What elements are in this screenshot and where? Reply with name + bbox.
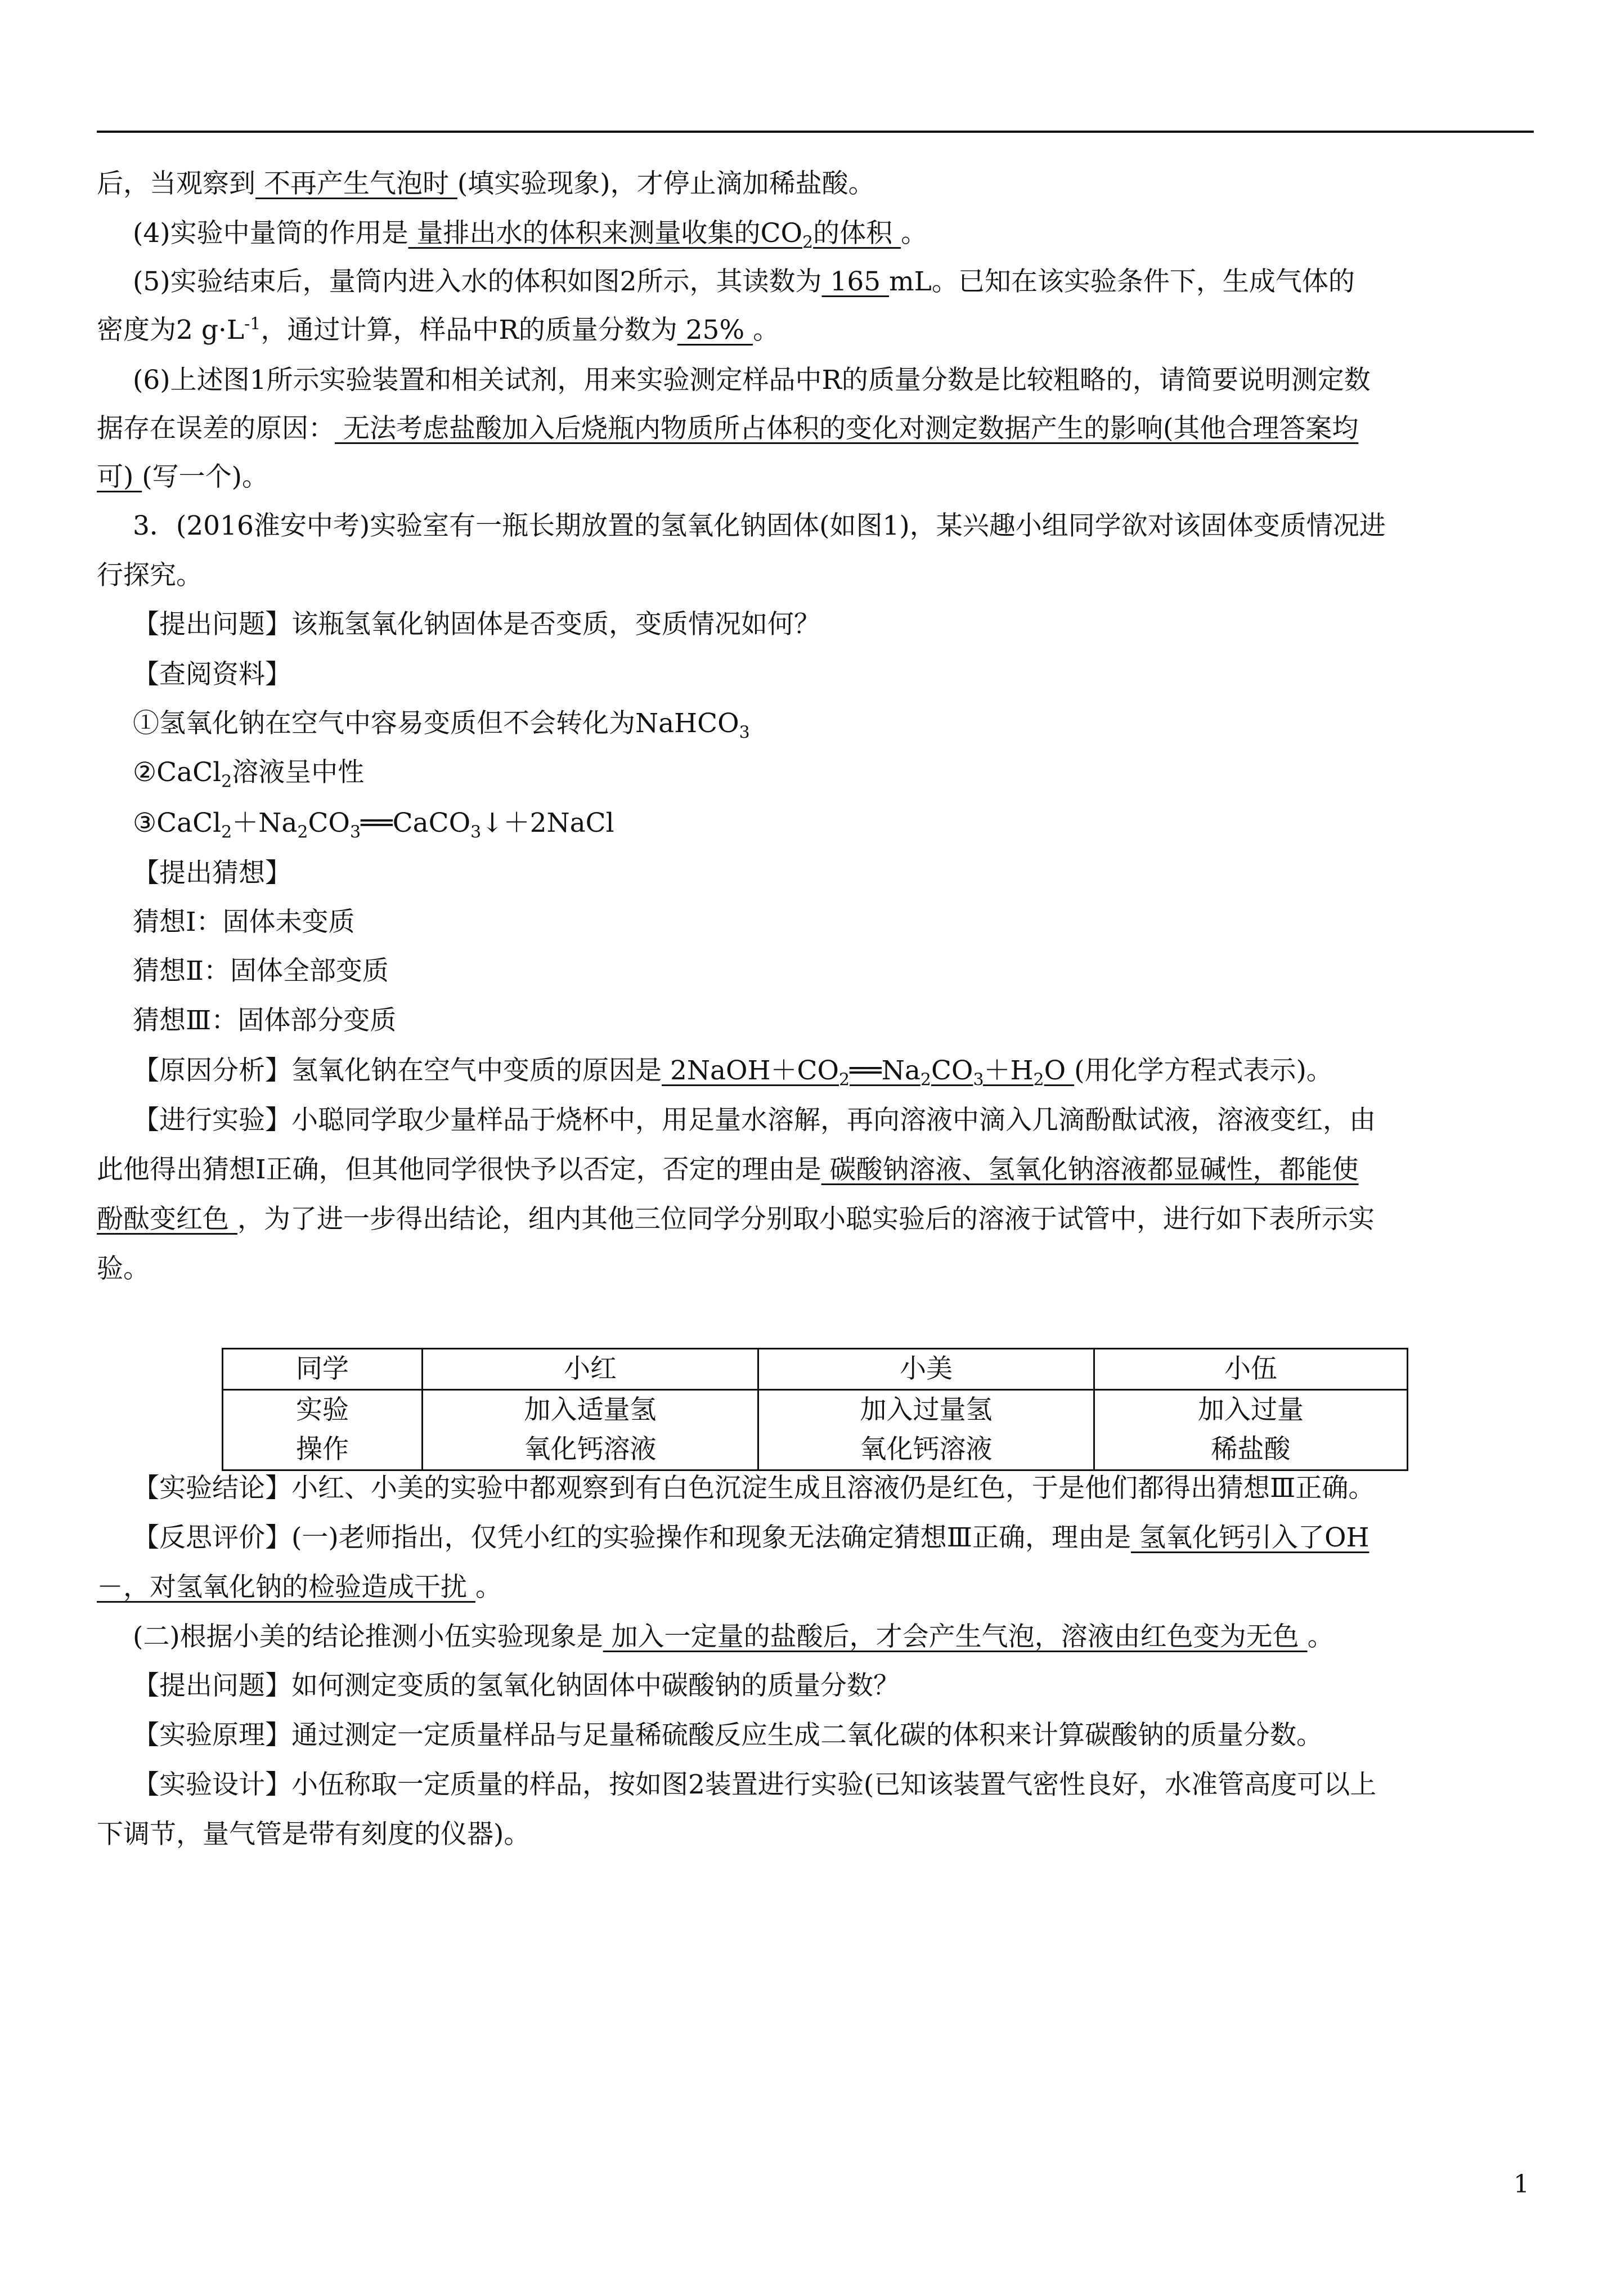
answer-blank: 量排出水的体积来测量收集的$CO_2$的体积 bbox=[408, 218, 901, 253]
text-line: 猜想Ⅱ：固体全部变质 bbox=[133, 956, 389, 986]
answer-blank: 加入一定量的盐酸后，才会产生气泡，溶液由红色变为无色 bbox=[603, 1621, 1308, 1652]
text-line: 【进行实验】小聪同学取少量样品于烧杯中，用足量水溶解，再向溶液中滴入几滴酚酞试液，溶液变红，由 bbox=[133, 1105, 1376, 1136]
text-line: 酚酞变红色 ，为了进一步得出结论，组内其他三位同学分别取小聪实验后的溶液于试管中，进行如下表所示实 bbox=[97, 1204, 1375, 1235]
text-line: 下调节，量气管是带有刻度的仪器)。 bbox=[97, 1819, 531, 1850]
table-header-cell: 同学 bbox=[223, 1349, 423, 1390]
text-line: 【反思评价】(一)老师指出，仅凭小红的实验操作和现象无法确定猜想Ⅲ正确，理由是 氢氧化钙引入了OH bbox=[133, 1522, 1369, 1553]
text-line: 【查阅资料】 bbox=[133, 659, 291, 690]
text-line: (二)根据小美的结论推测小伍实验现象是 加入一定量的盐酸后，才会产生气泡，溶液由红色变为无色 。 bbox=[133, 1621, 1334, 1652]
text-line: ②CaCl$_2$溶液呈中性 bbox=[133, 757, 365, 792]
text-line: (5)实验结束后，量筒内进入水的体积如图2所示，其读数为 165 mL。已知在该实验条件下，生成气体的 bbox=[133, 266, 1355, 297]
text-line: 【提出问题】该瓶氢氧化钠固体是否变质，变质情况如何？ bbox=[133, 609, 820, 640]
answer-blank: 可) bbox=[97, 461, 142, 492]
table-header-cell: 小美 bbox=[758, 1349, 1094, 1390]
text-line: 此他得出猜想Ⅰ正确，但其他同学很快予以否定，否定的理由是 碳酸钠溶液、氢氧化钠溶液都显碱性，都能使 bbox=[97, 1154, 1359, 1185]
answer-blank: $2NaOH+CO_2══Na_2CO_3+H_2O$ bbox=[662, 1055, 1075, 1090]
answer-blank: 不再产生气泡时 bbox=[255, 168, 457, 199]
text-line: 猜想Ⅲ：固体部分变质 bbox=[133, 1005, 397, 1036]
text-line: 可) (写一个)。 bbox=[97, 461, 268, 492]
text-line: 【提出问题】如何测定变质的氢氧化钠固体中碳酸钠的质量分数？ bbox=[133, 1670, 900, 1701]
text-line: 猜想Ⅰ：固体未变质 bbox=[133, 907, 355, 938]
text-line: (4)实验中量筒的作用是 量排出水的体积来测量收集的$CO_2$的体积 。 bbox=[133, 218, 928, 253]
table-cell: 加入过量 稀盐酸 bbox=[1094, 1390, 1408, 1470]
question-3: 3．(2016淮安中考)实验室有一瓶长期放置的氢氧化钠固体(如图1)，某兴趣小组同学欲对该固体变质情况进 bbox=[133, 510, 1386, 541]
text-line: 【实验原理】通过测定一定质量样品与足量稀硫酸反应生成二氧化碳的体积来计算碳酸钠的质量分数。 bbox=[133, 1720, 1323, 1751]
table-header-cell: 小红 bbox=[423, 1349, 758, 1390]
text-line: (6)上述图1所示实验装置和相关试剂，用来实验测定样品中R的质量分数是比较粗略的，请简要说明测定数 bbox=[133, 365, 1371, 396]
text-line: 后，当观察到 不再产生气泡时 (填实验现象)，才停止滴加稀盐酸。 bbox=[97, 168, 875, 199]
answer-blank: 无法考虑盐酸加入后烧瓶内物质所占体积的变化对测定数据产生的影响(其他合理答案均 bbox=[335, 413, 1359, 444]
answer-blank: 酚酞变红色 bbox=[97, 1204, 237, 1235]
page-number: 1 bbox=[1514, 2170, 1529, 2199]
answer-blank: 碳酸钠溶液、氢氧化钠溶液都显碱性，都能使 bbox=[821, 1154, 1359, 1185]
text-line: 【提出猜想】 bbox=[133, 858, 291, 889]
text-line: 【实验结论】小红、小美的实验中都观察到有白色沉淀生成且溶液仍是红色，于是他们都得出猜想Ⅲ正确。 bbox=[133, 1473, 1375, 1504]
table-cell: 加入过量氢 氧化钙溶液 bbox=[758, 1390, 1094, 1470]
answer-blank: 氢氧化钙引入了OH bbox=[1131, 1522, 1369, 1553]
table-header-row bbox=[223, 1349, 1408, 1390]
header-rule bbox=[97, 131, 1534, 133]
answer-blank: 165 bbox=[821, 266, 890, 297]
experiment-table bbox=[222, 1348, 1408, 1471]
text-line: 据存在误差的原因： 无法考虑盐酸加入后烧瓶内物质所占体积的变化对测定数据产生的影响(其他合理答案均 bbox=[97, 413, 1359, 444]
text-line: ①氢氧化钠在空气中容易变质但不会转化为NaHCO$_3$ bbox=[133, 708, 750, 743]
text-line: －，对氢氧化钠的检验造成干扰 。 bbox=[97, 1572, 502, 1603]
table-cell: 加入适量氢 氧化钙溶液 bbox=[423, 1390, 758, 1470]
text-line: 行探究。 bbox=[97, 560, 203, 591]
table-row bbox=[223, 1390, 1408, 1470]
table-cell: 实验 操作 bbox=[223, 1390, 423, 1470]
table-header-cell: 小伍 bbox=[1094, 1349, 1408, 1390]
text-line: 密度为2 $g\cdot L^{-1}$，通过计算，样品中R的质量分数为 25% 。 bbox=[97, 314, 780, 346]
answer-blank: －，对氢氧化钠的检验造成干扰 bbox=[97, 1572, 475, 1603]
equation-line: $③CaCl_2+Na_2CO_3══CaCO_3↓+2NaCl$ bbox=[133, 808, 614, 842]
text-line: 验。 bbox=[97, 1253, 150, 1284]
text-line: 【原因分析】氢氧化钠在空气中变质的原因是 $2NaOH+CO_2══Na_2CO_3+H_2O$ (用化学方程式表示)。 bbox=[133, 1055, 1333, 1090]
answer-blank: 25% bbox=[677, 315, 753, 346]
text-line: 【实验设计】小伍称取一定质量的样品，按如图2装置进行实验(已知该装置气密性良好，水准管高度可以上 bbox=[133, 1769, 1377, 1800]
